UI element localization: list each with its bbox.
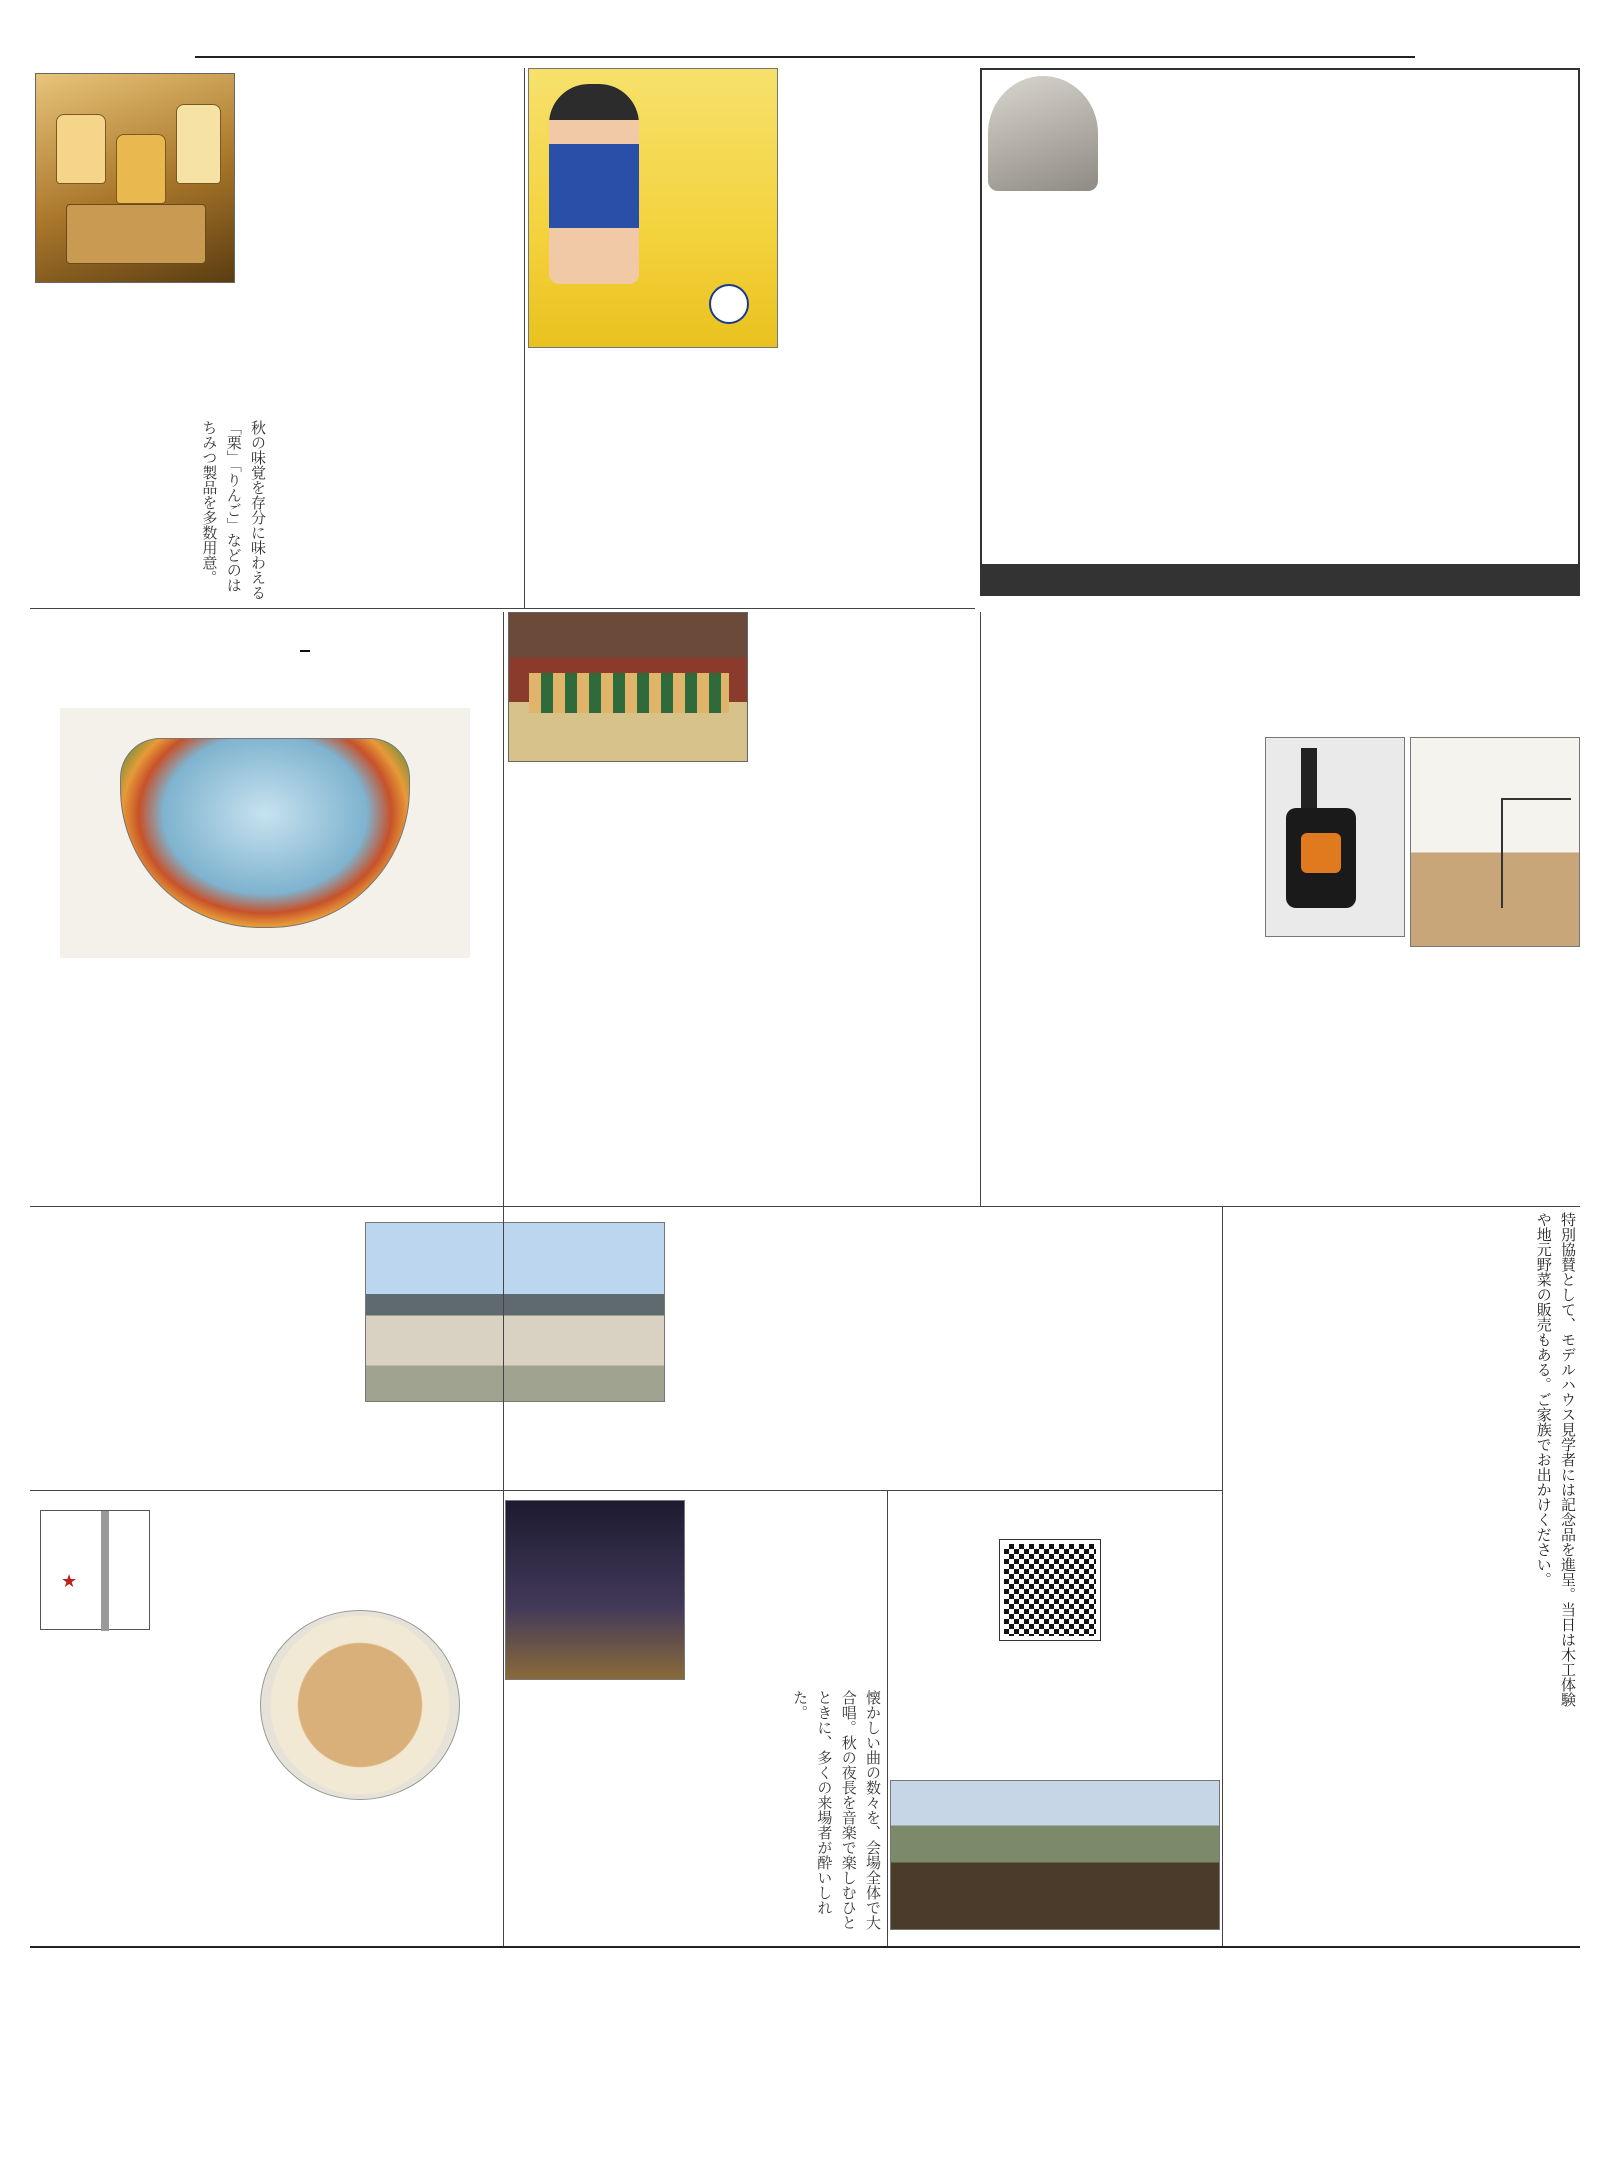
kyoyaki-body [30, 964, 500, 1199]
miel-body1-cont: 秋の味覚を存分に味わえる「栗」「りんご」などのはちみつ製品を多数用意。 [200, 420, 267, 600]
walk-body [890, 1500, 990, 1770]
aro-body [508, 770, 888, 940]
kyoyaki-status [300, 650, 310, 652]
kawase-header [365, 1212, 685, 1492]
japan-right-body [1225, 1720, 1580, 1940]
kawasaki-article [30, 1500, 500, 1940]
stove-photo [1265, 737, 1405, 937]
merhen-article [505, 1500, 885, 1940]
kikuren-body [992, 205, 1570, 535]
qr-code-icon [1000, 1540, 1100, 1640]
modelhouse-photo [1410, 737, 1580, 947]
kyoyaki-article [30, 612, 500, 1202]
miel-body2 [275, 420, 515, 605]
miel-url [30, 420, 60, 605]
apoa-body1 [985, 737, 1265, 987]
kikuren-footer [982, 564, 1578, 594]
oyama-article [528, 68, 973, 608]
apoa-body-right: 特別協賛として、モデルハウス見学者には記念品を進呈。当日は木工体験や地元野菜の販売もある。ご家族でお出かけください。 [1534, 1212, 1577, 1707]
walk-photo [890, 1780, 1220, 1930]
basketball-icon [709, 284, 749, 324]
soba-photo [260, 1610, 460, 1800]
shop-map [40, 1510, 150, 1630]
map-star-icon: ★ [61, 1571, 78, 1592]
buddha-illustration [988, 76, 1098, 191]
kikuren-column [980, 68, 1580, 596]
honey-jars-photo [35, 73, 235, 283]
oyama-poster [528, 68, 778, 348]
aroha-article [508, 612, 978, 1202]
apoa-body3 [1135, 997, 1380, 1192]
merhen-body-cont: 懐かしい曲の数々を、会場全体で大合唱。秋の夜長を音楽で楽しむひとときに、多くの来場者が酔いしれた。 [791, 1690, 882, 1930]
hula-dance-photo [508, 612, 748, 762]
kyoyaki-teabowl-photo [60, 708, 470, 958]
apoa-body2 [1385, 972, 1580, 1192]
apoa-body4 [985, 997, 1130, 1192]
live-photo [505, 1500, 685, 1680]
walk-article [890, 1500, 1220, 1940]
masthead [195, 30, 1415, 58]
kawasaki-body [30, 1810, 500, 1940]
house-photo [365, 1222, 665, 1402]
apoa-article [985, 612, 1580, 1202]
oyama-body [528, 356, 843, 606]
volleyball-player-photo [549, 84, 639, 284]
